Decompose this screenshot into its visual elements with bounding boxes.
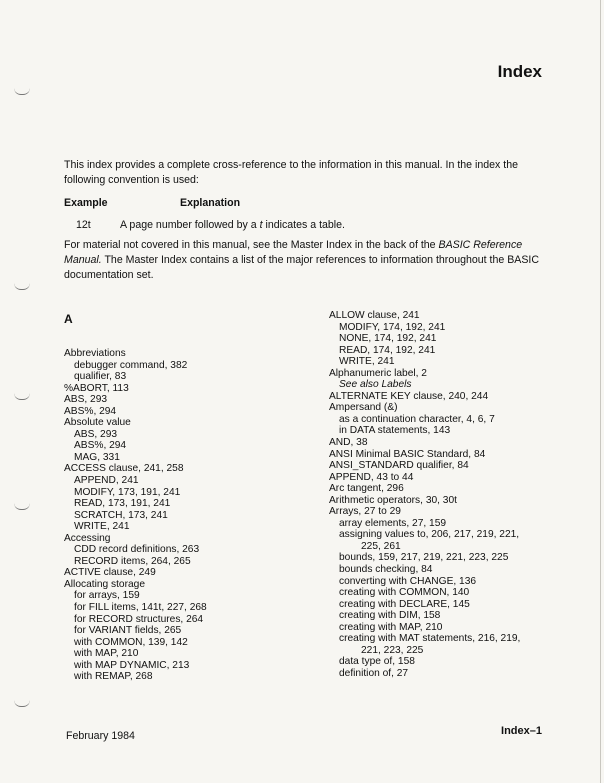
index-entry: in DATA statements, 143 (339, 425, 451, 437)
footer-page-number: Index–1 (501, 725, 542, 737)
index-entry: SCRATCH, 173, 241 (74, 509, 168, 521)
index-entry: Arrays, 27 to 29 (329, 506, 401, 518)
index-entry: with COMMON, 139, 142 (74, 636, 188, 648)
index-entry: as a continuation character, 4, 6, 7 (339, 413, 495, 425)
index-entry: WRITE, 241 (74, 521, 130, 533)
margin-mark (14, 393, 30, 400)
index-entry: array elements, 27, 159 (339, 517, 447, 529)
index-entry: Arithmetic operators, 30, 30t (329, 494, 457, 506)
index-entry: for RECORD structures, 264 (74, 613, 204, 625)
margin-mark (14, 700, 30, 707)
index-entry: Abbreviations (64, 348, 126, 359)
index-entry: Absolute value (64, 417, 131, 429)
index-entry: creating with MAT statements, 216, 219, (339, 633, 521, 645)
index-entry: APPEND, 43 to 44 (329, 471, 414, 483)
index-entry: assigning values to, 206, 217, 219, 221, (339, 529, 520, 541)
index-entry: ABS%, 294 (74, 440, 127, 452)
index-entry: Allocating storage (64, 578, 145, 590)
convention-example-header: Example (64, 197, 108, 209)
index-entry: Ampersand (&) (329, 402, 398, 414)
index-entry: READ, 174, 192, 241 (339, 344, 436, 356)
convention-text-pre: A page number followed by a (120, 219, 260, 231)
convention-text-post: indicates a table. (262, 219, 345, 231)
index-column-left (64, 348, 304, 683)
convention-explanation-header: Explanation (180, 197, 241, 209)
index-entry: with REMAP, 268 (74, 671, 153, 683)
index-entry: ANSI Minimal BASIC Standard, 84 (329, 448, 486, 460)
index-entry: for FILL items, 141t, 227, 268 (74, 602, 207, 614)
index-entry: NONE, 174, 192, 241 (339, 333, 437, 345)
footer-date: February 1984 (66, 730, 135, 742)
index-entry: creating with DECLARE, 145 (339, 598, 470, 610)
index-entry: creating with COMMON, 140 (339, 587, 470, 599)
master-index-text-post: The Master Index contains a list of the major references to information throughout the BASIC documentation set. (64, 254, 540, 281)
index-entry: AND, 38 (329, 437, 368, 449)
convention-row (76, 219, 345, 231)
index-entry: Arc tangent, 296 (329, 483, 404, 495)
index-entry: CDD record definitions, 263 (74, 544, 200, 556)
index-entry: 225, 261 (361, 540, 401, 552)
index-entry: ABS%, 294 (64, 405, 117, 417)
index-entry: ABS, 293 (64, 394, 108, 406)
margin-mark (14, 88, 30, 95)
master-index-manual-title: BASIC Reference Manual. (64, 239, 523, 266)
index-entry: creating with MAP, 210 (339, 621, 443, 633)
convention-text-italic: t (259, 219, 263, 231)
index-entry: MAG, 331 (74, 451, 120, 463)
index-entry: Accessing (64, 532, 111, 544)
index-entry: RECORD items, 264, 265 (74, 555, 191, 567)
margin-mark (14, 283, 30, 290)
index-entry: ACTIVE clause, 249 (64, 567, 156, 579)
index-entry: for VARIANT fields, 265 (74, 625, 182, 637)
index-entry: READ, 173, 191, 241 (74, 498, 171, 510)
page-edge-line (600, 0, 601, 783)
index-entry: data type of, 158 (339, 656, 415, 668)
index-entry: 221, 223, 225 (361, 644, 424, 656)
index-entry: See also Labels (339, 379, 412, 391)
index-entry: MODIFY, 173, 191, 241 (74, 486, 181, 498)
page-title: Index (497, 62, 542, 81)
index-entry: ABS, 293 (74, 428, 118, 440)
index-entry: bounds, 159, 217, 219, 221, 223, 225 (339, 552, 509, 564)
master-index-text-pre: For material not covered in this manual, see the Master Index in the back of the (64, 239, 439, 251)
index-entry: bounds checking, 84 (339, 564, 433, 576)
convention-code: 12t (76, 219, 91, 231)
section-letter: A (64, 312, 73, 326)
index-entry: %ABORT, 113 (64, 382, 129, 394)
index-entry: WRITE, 241 (339, 356, 395, 368)
index-entry: with MAP, 210 (74, 648, 139, 660)
index-entry: ALTERNATE KEY clause, 240, 244 (329, 390, 489, 402)
master-index-paragraph (64, 238, 546, 283)
index-entry: ANSI_STANDARD qualifier, 84 (329, 460, 469, 472)
index-entry: converting with CHANGE, 136 (339, 575, 477, 587)
margin-mark (14, 503, 30, 510)
index-entry: ALLOW clause, 241 (329, 310, 420, 321)
index-entry: debugger command, 382 (74, 359, 188, 371)
index-entry: ACCESS clause, 241, 258 (64, 463, 184, 475)
index-entry: MODIFY, 174, 192, 241 (339, 321, 446, 333)
index-entry: APPEND, 241 (74, 475, 139, 487)
index-entry: creating with DIM, 158 (339, 610, 441, 622)
index-entry: Alphanumeric label, 2 (329, 367, 427, 379)
index-column-right (329, 310, 559, 680)
index-entry: definition of, 27 (339, 667, 409, 679)
intro-paragraph: This index provides a complete cross-reference to the information in this manual. In the index the following convention is used: (64, 159, 519, 186)
index-entry: for arrays, 159 (74, 590, 140, 602)
index-entry: with MAP DYNAMIC, 213 (74, 659, 190, 671)
index-entry: qualifier, 83 (74, 371, 127, 383)
